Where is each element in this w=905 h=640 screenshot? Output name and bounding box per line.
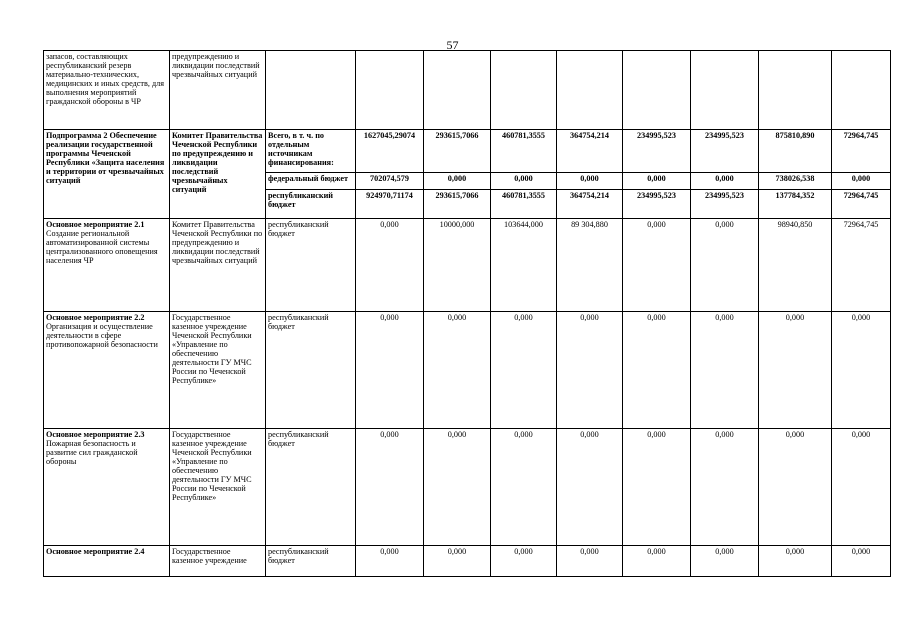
value-cell: 875810,890 — [759, 130, 832, 173]
cell-empty — [623, 51, 691, 130]
value-cell: 0,000 — [623, 219, 691, 312]
value-cell: 0,000 — [691, 312, 759, 429]
cell-empty — [832, 51, 891, 130]
value-cell: 293615,7066 — [424, 130, 491, 173]
measure-executor: Государственное казенное учреждение — [170, 546, 266, 577]
value-cell: 0,000 — [557, 546, 623, 577]
value-cell: 364754,214 — [557, 190, 623, 219]
measure-title: Основное мероприятие 2.2 — [46, 313, 145, 322]
value-cell: 0,000 — [691, 219, 759, 312]
cell-executor: предупреждению и ликвидации последствий чрезвычайных ситуаций — [170, 51, 266, 130]
table-row-measure-2-3 — [44, 429, 891, 546]
value-cell: 0,000 — [623, 173, 691, 190]
table-row-subprogram-total — [44, 130, 891, 173]
measure-executor: Государственное казенное учреждение Чеченской Республики «Управление по обеспечению деятельности ГУ МЧС России по Чеченской Республике» — [170, 429, 266, 546]
value-cell: 72964,745 — [832, 219, 891, 312]
cell-empty — [356, 51, 424, 130]
value-cell: 72964,745 — [832, 130, 891, 173]
cell-empty — [691, 51, 759, 130]
value-cell: 0,000 — [623, 429, 691, 546]
source-cell: республиканский бюджет — [266, 219, 356, 312]
source-cell: республиканский бюджет — [266, 429, 356, 546]
value-cell: 0,000 — [356, 312, 424, 429]
table-row-continuation — [44, 51, 891, 130]
subprogram-title: Подпрограмма 2 Обеспечение реализации государственной программы Чеченской Республики «Защита населения и территории от чрезвычайных ситуаций — [44, 130, 170, 219]
value-cell: 0,000 — [623, 312, 691, 429]
value-cell: 0,000 — [691, 173, 759, 190]
value-cell: 0,000 — [832, 429, 891, 546]
value-cell: 0,000 — [557, 312, 623, 429]
value-cell: 0,000 — [356, 219, 424, 312]
cell-activity: запасов, составляющих республиканский резерв материально-технических, медицинских и иных средств, для выполнения мероприятий гражданской обороны в ЧР — [44, 51, 170, 130]
measure-title: Основное мероприятие 2.3 — [46, 430, 145, 439]
cell-empty — [759, 51, 832, 130]
value-cell: 234995,523 — [623, 130, 691, 173]
value-cell: 0,000 — [424, 312, 491, 429]
value-cell: 0,000 — [759, 429, 832, 546]
measure-title: Основное мероприятие 2.1 — [46, 220, 145, 229]
value-cell: 137784,352 — [759, 190, 832, 219]
value-cell: 0,000 — [424, 429, 491, 546]
table-row-measure-2-2 — [44, 312, 891, 429]
value-cell: 0,000 — [832, 312, 891, 429]
source-cell: Всего, в т. ч. по отдельным источникам финансирования: — [266, 130, 356, 173]
value-cell: 0,000 — [424, 173, 491, 190]
value-cell: 0,000 — [691, 546, 759, 577]
value-cell: 0,000 — [832, 546, 891, 577]
value-cell: 0,000 — [424, 546, 491, 577]
measure-cell — [44, 546, 170, 577]
value-cell: 0,000 — [691, 429, 759, 546]
subprogram-executor: Комитет Правительства Чеченской Республики по предупреждению и ликвидации последствий чрезвычайных ситуаций — [170, 130, 266, 219]
measure-executor: Комитет Правительства Чеченской Республики по предупреждению и ликвидации последствий чрезвычайных ситуаций — [170, 219, 266, 312]
value-cell: 1627045,29074 — [356, 130, 424, 173]
value-cell: 702074,579 — [356, 173, 424, 190]
table-row-measure-2-1 — [44, 219, 891, 312]
cell-empty — [266, 51, 356, 130]
value-cell: 0,000 — [557, 429, 623, 546]
value-cell: 924970,71174 — [356, 190, 424, 219]
value-cell: 0,000 — [623, 546, 691, 577]
value-cell: 72964,745 — [832, 190, 891, 219]
budget-table — [43, 50, 891, 577]
measure-cell — [44, 219, 170, 312]
value-cell: 0,000 — [491, 173, 557, 190]
value-cell: 460781,3555 — [491, 130, 557, 173]
measure-title: Основное мероприятие 2.4 — [46, 547, 145, 556]
measure-cell — [44, 429, 170, 546]
value-cell: 234995,523 — [623, 190, 691, 219]
measure-description: Организация и осуществление деятельности в сфере противопожарной безопасности — [46, 322, 158, 349]
value-cell: 0,000 — [491, 312, 557, 429]
value-cell: 98940,850 — [759, 219, 832, 312]
value-cell: 234995,523 — [691, 190, 759, 219]
value-cell: 0,000 — [491, 546, 557, 577]
value-cell: 234995,523 — [691, 130, 759, 173]
source-cell: республиканский бюджет — [266, 312, 356, 429]
measure-cell — [44, 312, 170, 429]
table-row-measure-2-4 — [44, 546, 891, 577]
value-cell: 364754,214 — [557, 130, 623, 173]
cell-empty — [557, 51, 623, 130]
value-cell: 0,000 — [356, 546, 424, 577]
value-cell: 738026,538 — [759, 173, 832, 190]
value-cell: 0,000 — [356, 429, 424, 546]
source-cell: республиканский бюджет — [266, 190, 356, 219]
cell-empty — [491, 51, 557, 130]
value-cell: 0,000 — [832, 173, 891, 190]
value-cell: 0,000 — [491, 429, 557, 546]
value-cell: 89 304,880 — [557, 219, 623, 312]
measure-description: Создание региональной автоматизированной системы централизованного оповещения населения ЧР — [46, 229, 158, 265]
value-cell: 293615,7066 — [424, 190, 491, 219]
value-cell: 10000,000 — [424, 219, 491, 312]
value-cell: 0,000 — [557, 173, 623, 190]
cell-empty — [424, 51, 491, 130]
source-cell: республиканский бюджет — [266, 546, 356, 577]
page-number: 57 — [446, 38, 459, 52]
value-cell: 460781,3555 — [491, 190, 557, 219]
source-cell: федеральный бюджет — [266, 173, 356, 190]
value-cell: 0,000 — [759, 546, 832, 577]
measure-description: Пожарная безопасность и развитие сил гражданской обороны — [46, 439, 138, 466]
value-cell: 103644,000 — [491, 219, 557, 312]
value-cell: 0,000 — [759, 312, 832, 429]
measure-executor: Государственное казенное учреждение Чеченской Республики «Управление по обеспечению деятельности ГУ МЧС России по Чеченской Республике» — [170, 312, 266, 429]
